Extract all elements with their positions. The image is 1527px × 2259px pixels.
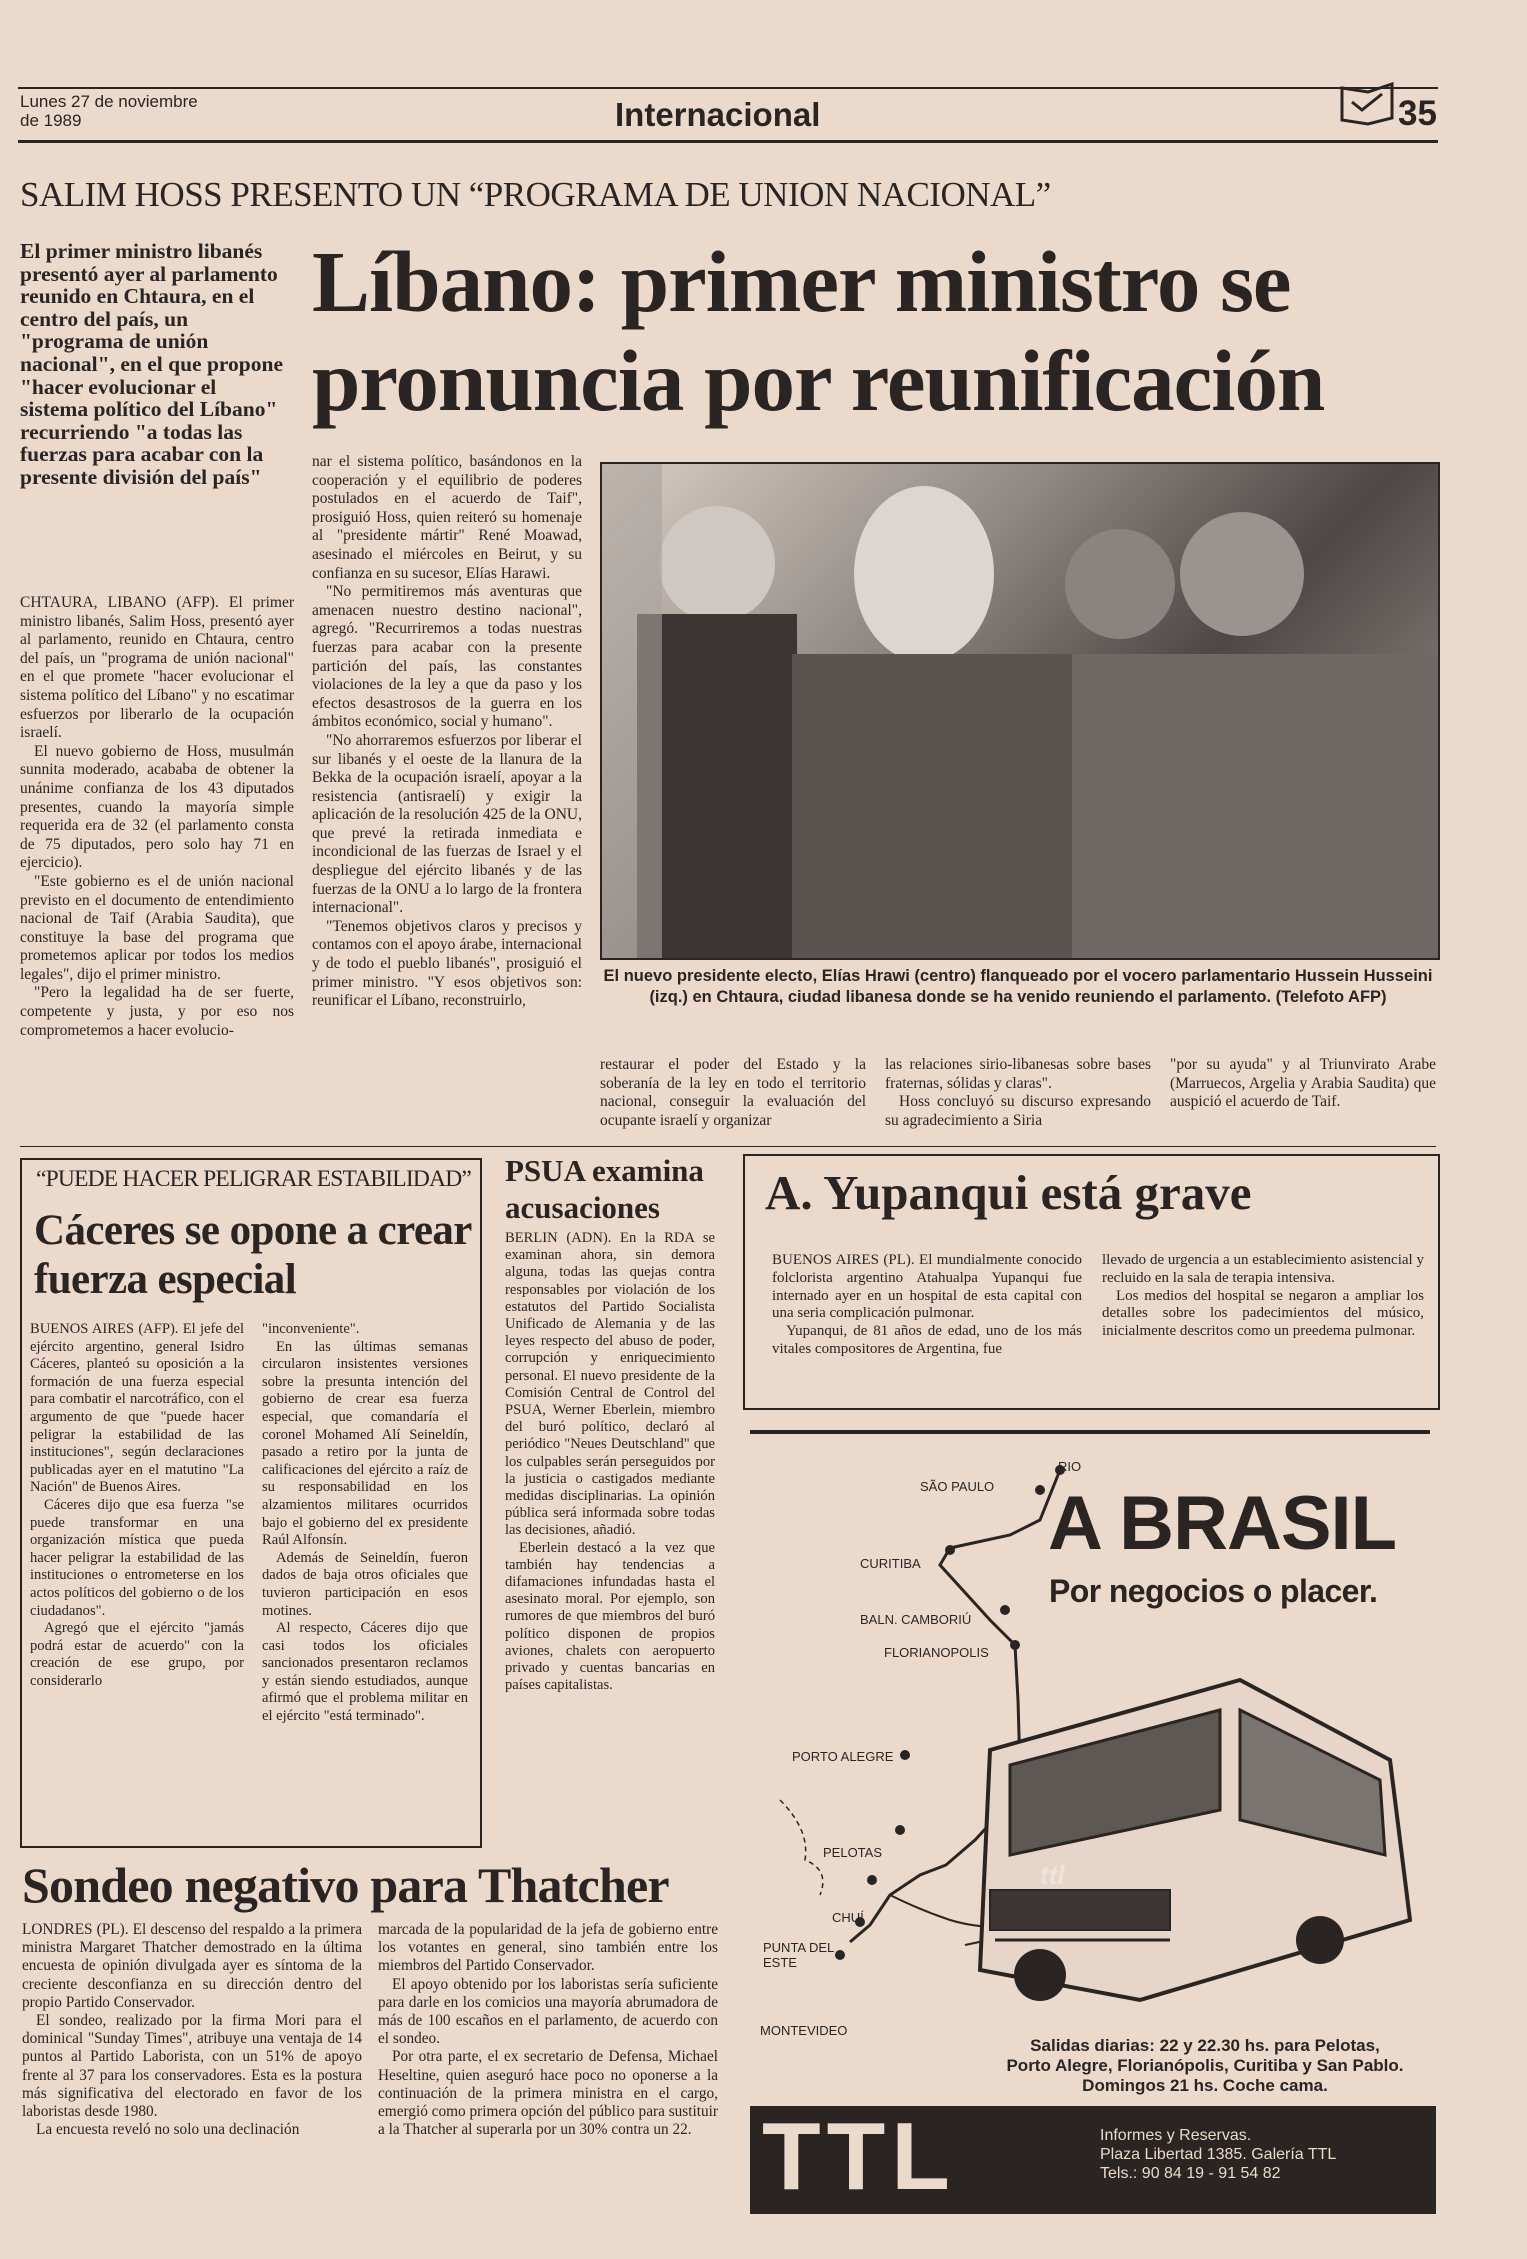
lead-photo: [600, 462, 1440, 960]
date-line-1: Lunes 27 de noviembre: [20, 92, 198, 111]
map-city-curitiba: CURITIBA: [860, 1556, 921, 1571]
caceres-column-2: "inconveniente". En las últimas semanas circularon insistentes versiones sobre la presunta intención del gobierno de crear esa fuerza especial, que comandaría el coronel Mohamed Alí Seineldín, pasado a retiro por la junta de calificaciones del ejército a raíz de su responsabilidad en los alzamientos militares ocurridos bajo el gobierno del ex presidente Raúl Alfonsín. Además de Seineldín, fueron dados de baja otros oficiales que tuvieron participación en esos motines. Al respecto, Cáceres dijo que casi todos los oficiales sancionados presentaron reclamos y están siendo estudiados, aunque afirmó que el problema militar en el ejército "está terminado".: [262, 1321, 468, 1725]
caceres-kicker: “PUEDE HACER PELIGRAR ESTABILIDAD”: [36, 1166, 472, 1192]
ad-subhead: Por negocios o placer.: [1049, 1573, 1378, 1609]
header-rule-top: [18, 87, 1438, 89]
page-number: 35: [1398, 94, 1437, 133]
lead-headline-line2: pronuncia por reunificación: [312, 332, 1325, 429]
caceres-column-1: BUENOS AIRES (AFP). El jefe del ejército argentino, general Isidro Cáceres, planteó su oposición a la formación de una fuerza especial para combatir el narcotráfico, con el argumento de que "puede hacer peligrar la estabilidad de las instituciones", según declaraciones publicadas ayer en el matutino "La Nación" de Buenos Aires. Cáceres dijo que esa fuerza "se puede transformar en una organización mística que pueda hacer peligrar la estabilidad de las instituciones o entrometerse en los actos políticos del gobierno o de los ciudadanos". Agregó que el ejército "jamás podrá estar de acuerdo" con la creación de ese grupo, por considerarlo: [30, 1321, 244, 1689]
lead-column-3: restaurar el poder del Estado y la soberanía de la ley en todo el territorio nacional, conseguir la evaluación del ocupante israelí y organizar: [600, 1056, 866, 1129]
map-city-chui: CHUÍ: [832, 1910, 864, 1925]
map-city-montevideo: MONTEVIDEO: [760, 2023, 848, 2038]
ad-schedule: [970, 2036, 1440, 2096]
lead-column-4: las relaciones sirio-libanesas sobre bases fraternas, sólidas y claras". Hoss concluyó su discurso expresando su agradecimiento a Siria: [885, 1056, 1151, 1129]
map-city-florianopolis: FLORIANOPOLIS: [884, 1645, 989, 1660]
ad-info-line1: Informes y Reservas.: [1100, 2127, 1252, 2144]
lead-column-1: CHTAURA, LIBANO (AFP). El primer ministro libanés, Salim Hoss, presentó ayer al parlamento, reunido en Chtaura, centro del país, un "programa de unión nacional" en el que promete "hacer evolucionar el sistema político del Líbano" y no escatimar esfuerzos por liberarlo de la ocupación israelí. El nuevo gobierno de Hoss, musulmán sunnita moderado, acababa de obtener la unánime confianza de los 43 diputados presentes, cuando la mayoría simple requerida era de 32 (el parlamento consta de 75 diputados, pero solo hay 71 en ejercicio). "Este gobierno es el de unión nacional previsto en el documento de entendimiento nacional de Taif (Arabia Saudita), que constituye la base del programa que prometemos aplicar por todos los medios legales", dijo el primer ministro. "Pero la legalidad ha de ser fuerte, competente y justa, y por eso nos comprometemos a hacer evolucio-: [20, 594, 294, 1039]
thatcher-column-2: marcada de la popularidad de la jefa de gobierno entre los votantes en general, sino también entre los miembros del Partido Conservador. El apoyo obtenido por los laboristas sería suficiente para darle en los comicios una mayoría abrumadora de más de 100 escaños en el parlamento, de acuerdo con el sondeo. Por otra parte, el ex secretario de Defensa, Michael Heseltine, quien aseguró hace poco no oponerse a la continuación de la primera ministra en el cargo, emergió como primera opción del público para sustituir a la Thatcher al superarla por un 30% contra un 22.: [378, 1921, 718, 2139]
ad-schedule-line2: Porto Alegre, Florianópolis, Curitiba y San Pablo.: [1006, 2056, 1404, 2075]
ttl-logo: TTL: [762, 2103, 956, 2210]
map-city-sao-paulo: SÃO PAULO: [920, 1479, 995, 1494]
bus-logo: ttl: [1040, 1860, 1065, 1890]
ad-top-rule: [750, 1430, 1430, 1434]
date-line: [20, 92, 198, 130]
thatcher-headline: Sondeo negativo para Thatcher: [22, 1857, 669, 1913]
newspaper-icon: [1338, 82, 1396, 133]
psua-column: BERLIN (ADN). En la RDA se examinan ahora, sin demora alguna, todas las quejas contra responsables por violación de los estatutos del Partido Socialista Unificado de Alemania y de las leyes respecto del abuso de poder, corrupción y enriquecimiento personal. El nuevo presidente de la Comisión Central de Control del PSUA, Werner Eberlein, miembro del buró político, declaró al periódico "Neues Deutschland" que los culpables serán perseguidos por la justicia o castigados mediante medidas disciplinarias. La opinión pública será informada sobre todas las decisiones, añadió. Eberlein destacó a la vez que también hay tendencias a difamaciones infundadas hasta el asesinato moral. Por ejemplo, son rumores de que miembros del buró político disponen de propios aviones, chalets con aeropuerto privado y cuentas bancarias en países capitalistas.: [505, 1230, 715, 1694]
map-city-pelotas: PELOTAS: [823, 1845, 883, 1860]
ad-info-line3: Tels.: 90 84 19 - 91 54 82: [1100, 2165, 1281, 2182]
ad-info-line2: Plaza Libertad 1385. Galería TTL: [1100, 2146, 1337, 2163]
yupanqui-headline: A. Yupanqui está grave: [765, 1165, 1252, 1220]
lead-kicker: SALIM HOSS PRESENTO UN “PROGRAMA DE UNION NACIONAL”: [20, 175, 1051, 214]
yupanqui-column-2: llevado de urgencia a un establecimiento asistencial y recluido en la sala de terapia intensiva. Los medios del hospital se negaron a ampliar los detalles sobre los padecimientos del músico, inicialmente descritos como un preedema pulmonar.: [1102, 1252, 1424, 1340]
date-line-2: de 1989: [20, 111, 82, 130]
bus-icon: [970, 1640, 1422, 2020]
map-city-baln-camboriu: BALN. CAMBORIÚ: [860, 1612, 972, 1627]
lead-headline: [312, 233, 1325, 429]
psua-headline: PSUA examina acusaciones: [505, 1153, 704, 1225]
header-rule-bottom: [18, 140, 1438, 143]
ad-schedule-line3: Domingos 21 hs. Coche cama.: [1082, 2076, 1328, 2095]
lead-column-2: nar el sistema político, basándonos en la cooperación y el equilibrio de poderes postulados en el acuerdo de Taif", prosiguió Hoss, quien reiteró su homenaje al "presidente mártir" René Moawad, asesinado el miércoles en Beirut, y su confianza en su sucesor, Elías Harawi. "No permitiremos más aventuras que amenacen nuestro destino nacional", agregó. "Recurriremos a todas nuestras fuerzas para acabar con la presente partición del país, las constantes violaciones de la ley a que da paso y los efectos desastrosos de la guerra en los ámbitos económico, social y humano". "No ahorraremos esfuerzos por liberar el sur libanés y el oeste de la llanura de la Bekka de la ocupación israelí, apoyar a la resistencia (antisraelí) y exigir la aplicación de la resolución 425 de la ONU, que prevé la retirada inmediata e incondicional de las fuerzas de Israel y el despliegue del ejército libanés y de las fuerzas de la ONU a lo largo de la frontera internacional". "Tenemos objetivos claros y precisos y contamos con el apoyo árabe, internacional y de todo el pueblo libanés", prosiguió el primer ministro. "Y esos objetivos son: reunificar el Líbano, reconstruirlo,: [312, 453, 582, 1010]
map-city-porto-alegre: PORTO ALEGRE: [792, 1749, 894, 1764]
lead-summary: El primer ministro libanés presentó ayer al parlamento reunido en Chtaura, en el centro del país, un "programa de unión nacional", en el que propone "hacer evolucionar el sistema político del Líbano" recurriendo "a todas las fuerzas para acabar con la presente división del país": [20, 239, 284, 489]
bus-illustration: [970, 1640, 1422, 2020]
yupanqui-column-1: BUENOS AIRES (PL). El mundialmente conocido folclorista argentino Atahualpa Yupanqui fue internado ayer en un hospital de esta capital con una seria complicación pulmonar. Yupanqui, de 81 años de edad, uno de los más vitales compositores de Argentina, fue: [772, 1252, 1082, 1357]
ad-info: [1100, 2126, 1336, 2183]
ad-headline: A BRASIL: [1048, 1481, 1397, 1566]
section-title: Internacional: [615, 96, 821, 133]
crowd-photo-image: [602, 464, 1438, 958]
thatcher-column-1: LONDRES (PL). El descenso del respaldo a la primera ministra Margaret Thatcher demostrado en la última encuesta de opinión divulgada ayer es síntoma de la creciente desconfianza en su dirección dentro del propio Partido Conservador. El sondeo, realizado por la firma Mori para el dominical "Sunday Times", atribuye una ventaja de 14 puntos al Partido Laborista, con un 51% de apoyo frente al 37 para los conservadores. Esta es la postura más significativa del electorado en favor de los laboristas desde 1980. La encuesta reveló no solo una declinación: [22, 1921, 362, 2139]
map-city-punta-del-este: PUNTA DEL ESTE: [763, 1940, 834, 1970]
lead-headline-line1: Líbano: primer ministro se: [312, 233, 1291, 330]
lead-column-5: "por su ayuda" y al Triunvirato Arabe (Marruecos, Argelia y Arabia Saudita) que auspició el acuerdo de Taif.: [1170, 1056, 1436, 1111]
ad-schedule-line1: Salidas diarias: 22 y 22.30 hs. para Pelotas,: [1030, 2036, 1380, 2055]
map-city-rio: RIO: [1058, 1459, 1082, 1474]
caceres-headline: Cáceres se opone a crear fuerza especial: [34, 1207, 471, 1303]
lead-photo-caption: El nuevo presidente electo, Elías Hrawi (centro) flanqueado por el vocero parlamentario Hussein Husseini (izq.) en Chtaura, ciudad libanesa donde se ha venido reuniendo el parlamento. (Telefoto AFP): [603, 967, 1433, 1006]
lead-bottom-rule: [20, 1146, 1436, 1147]
